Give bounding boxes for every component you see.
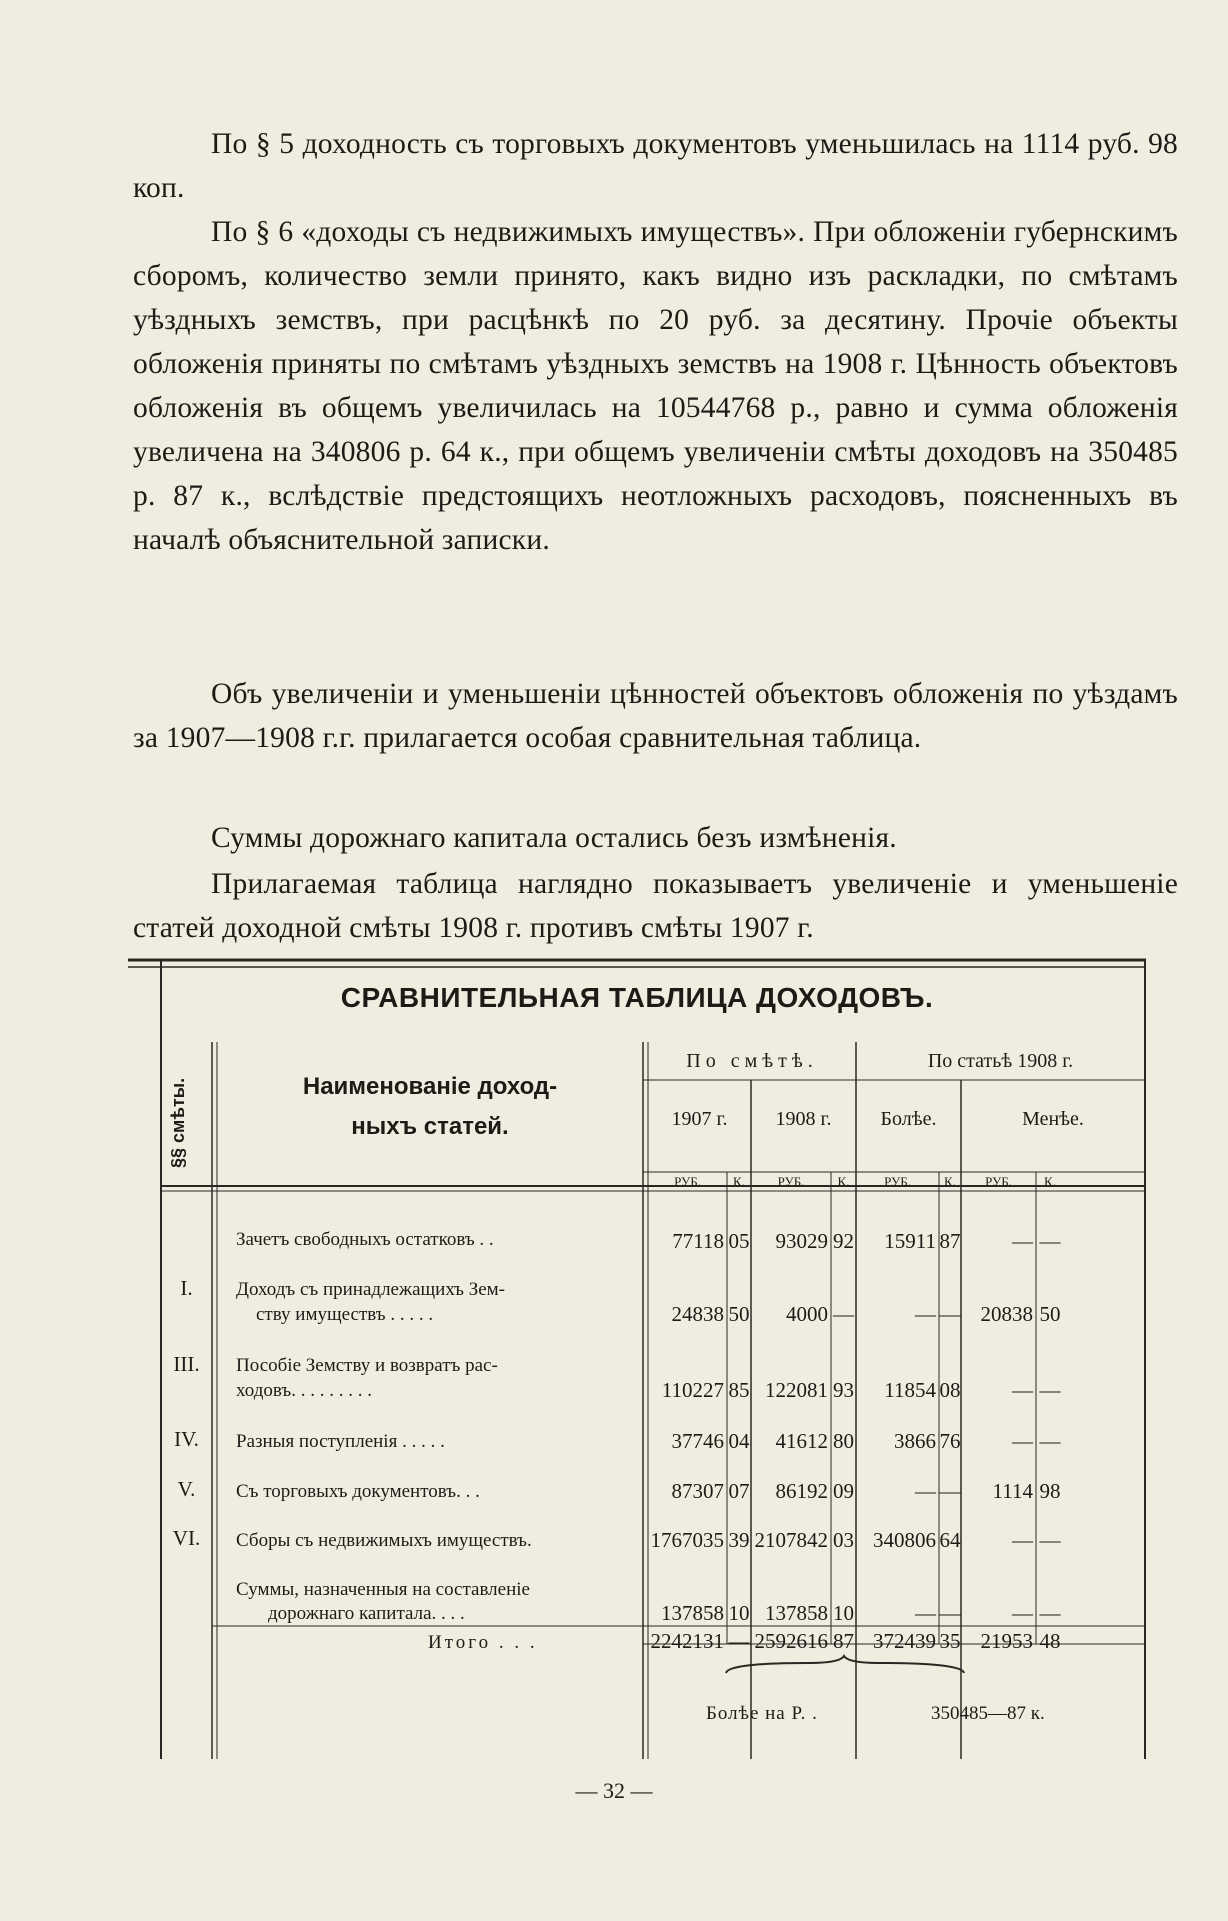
- cell-rub-bolee: 340806: [873, 1528, 936, 1552]
- cell-rub-1908: 93029: [775, 1229, 828, 1253]
- more-label: Болѣе на Р. .: [706, 1703, 818, 1724]
- subheader-1908: 1908 г.: [775, 1108, 832, 1130]
- sections-column-header: §§ смѣты.: [168, 1077, 188, 1168]
- cell-rub-1908: 122081: [765, 1378, 828, 1402]
- cell-kop-menee: —: [1039, 1601, 1061, 1625]
- total-kop-menee: 48: [1039, 1629, 1061, 1653]
- total-kop-bolee: 35: [939, 1629, 961, 1653]
- name-column-header-line2: ныхъ статей.: [351, 1113, 509, 1140]
- cell-rub-bolee: 3866: [894, 1429, 936, 1453]
- cell-rub-1907: 110227: [661, 1378, 724, 1402]
- cell-rub-bolee: 15911: [884, 1229, 936, 1253]
- cell-rub-1907: 87307: [671, 1479, 724, 1503]
- subheader-menee: Менѣе.: [1022, 1108, 1084, 1130]
- cell-kop-bolee: —: [939, 1479, 961, 1503]
- cell-rub-1907: 24838: [671, 1302, 724, 1326]
- row-label: дорожнаго капитала. . . .: [268, 1603, 465, 1624]
- unit-kop: К.: [1044, 1174, 1056, 1189]
- cell-kop-bolee: 76: [939, 1429, 961, 1453]
- unit-rub: РУБ.: [777, 1174, 805, 1189]
- paragraph-4: Суммы дорожнаго капитала остались безъ измѣненія.: [211, 822, 897, 854]
- row-section: VI.: [172, 1526, 201, 1550]
- cell-rub-1908: 4000: [786, 1302, 828, 1326]
- cell-kop-bolee: 87: [939, 1229, 961, 1253]
- cell-kop-1908: —: [833, 1302, 854, 1326]
- cell-kop-bolee: 64: [939, 1528, 961, 1552]
- unit-kop: К.: [944, 1174, 956, 1189]
- page-number: — 32 —: [575, 1778, 653, 1803]
- total-kop-1908: 87: [833, 1629, 854, 1653]
- cell-rub-1908: 2107842: [754, 1528, 828, 1552]
- row-section: V.: [177, 1477, 196, 1501]
- cell-kop-1908: 93: [833, 1378, 854, 1402]
- cell-kop-1907: 10: [728, 1601, 750, 1625]
- cell-kop-menee: —: [1039, 1229, 1061, 1253]
- name-column-header-line1: Наименованіе доход-: [302, 1073, 558, 1100]
- cell-rub-menee: 20838: [980, 1302, 1033, 1326]
- cell-kop-menee: —: [1039, 1528, 1061, 1552]
- row-section: IV.: [174, 1427, 199, 1451]
- total-label: Итого . . .: [428, 1632, 538, 1653]
- cell-kop-1907: 50: [728, 1302, 750, 1326]
- cell-rub-1907: 137858: [661, 1601, 724, 1625]
- row-label: Суммы, назначенныя на составленіе: [236, 1579, 530, 1600]
- cell-kop-1907: 85: [728, 1378, 750, 1402]
- row-label: Съ торговыхъ документовъ. . .: [236, 1481, 480, 1502]
- cell-rub-bolee: —: [915, 1302, 936, 1326]
- unit-kop: К.: [837, 1174, 850, 1189]
- cell-rub-1908: 86192: [775, 1479, 828, 1503]
- total-kop-1907: —: [728, 1629, 750, 1653]
- cell-rub-menee: —: [1012, 1429, 1033, 1453]
- total-rub-bolee: 372439: [873, 1629, 936, 1653]
- row-label: ству имуществъ . . . . .: [256, 1304, 434, 1325]
- cell-kop-bolee: 08: [939, 1378, 961, 1402]
- more-value: 350485—87 к.: [931, 1703, 1045, 1724]
- cell-rub-menee: —: [1012, 1229, 1033, 1253]
- paragraph-2: По § 6 «доходы съ недвижимыхъ имуществъ». При обложеніи губернскимъ сборомъ, количество земли принято, какъ видно изъ раскладки, по смѣтамъ уѣздныхъ земствъ, при расцѣнкѣ по 20 руб. за десятину. Прочіе объекты обложенія приняты по смѣтамъ уѣздныхъ земствъ на 1908 г. Цѣнность объектовъ обложенія въ общемъ увеличилась на 10544768 р., равно и сумма обложенія увеличена на 340806 р. 64 к., при общемъ увеличеніи смѣты доходовъ на 350485 р. 87 к., вслѣдствіе предстоящихъ неотложныхъ расходовъ, поясненныхъ въ началѣ объяснительной записки.: [133, 216, 1178, 556]
- cell-rub-1907: 1767035: [650, 1528, 724, 1552]
- cell-rub-menee: —: [1012, 1528, 1033, 1552]
- cell-rub-bolee: —: [915, 1479, 936, 1503]
- subheader-bolee: Болѣе.: [880, 1108, 937, 1130]
- row-label: Доходъ съ принадлежащихъ Зем-: [236, 1279, 505, 1300]
- row-label: Пособіе Земству и возвратъ рас-: [236, 1355, 498, 1376]
- total-rub-1907: 2242131: [650, 1629, 724, 1653]
- row-section: I.: [180, 1276, 193, 1300]
- cell-kop-menee: 98: [1039, 1479, 1061, 1503]
- unit-rub: РУБ.: [674, 1174, 701, 1189]
- cell-kop-bolee: —: [939, 1302, 961, 1326]
- cell-rub-bolee: 11854: [884, 1378, 936, 1402]
- row-section: III.: [173, 1352, 200, 1376]
- cell-rub-bolee: —: [915, 1601, 936, 1625]
- cell-kop-1908: 80: [833, 1429, 854, 1453]
- cell-kop-1908: 09: [833, 1479, 854, 1503]
- cell-kop-bolee: —: [939, 1601, 961, 1625]
- table-title: СРАВНИТЕЛЬНАЯ ТАБЛИЦА ДОХОДОВЪ.: [340, 982, 934, 1013]
- cell-rub-1907: 37746: [671, 1429, 724, 1453]
- cell-kop-1908: 92: [833, 1229, 854, 1253]
- cell-kop-1907: 07: [728, 1479, 750, 1503]
- unit-kop: К.: [733, 1174, 745, 1189]
- row-label: Сборы съ недвижимыхъ имуществъ.: [236, 1530, 532, 1551]
- cell-rub-1908: 41612: [775, 1429, 828, 1453]
- paragraph-5: Прилагаемая таблица наглядно показываетъ увеличеніе и уменьшеніе статей доходной смѣты 1908 г. противъ смѣты 1907 г.: [133, 868, 1178, 944]
- paragraph-3: Объ увеличеніи и уменьшеніи цѣнностей объектовъ обложенія по уѣздамъ за 1907—1908 г.г. прилагается особая сравнительная таблица.: [133, 678, 1178, 754]
- group-header-statia: По статьѣ 1908 г.: [927, 1050, 1074, 1072]
- cell-rub-1908: 137858: [765, 1601, 828, 1625]
- cell-kop-1907: 05: [728, 1229, 750, 1253]
- cell-kop-1908: 03: [833, 1528, 854, 1552]
- cell-rub-menee: —: [1012, 1378, 1033, 1402]
- unit-rub: РУБ.: [985, 1174, 1012, 1189]
- total-rub-menee: 21953: [980, 1629, 1033, 1653]
- cell-kop-menee: 50: [1039, 1302, 1061, 1326]
- subheader-1907: 1907 г.: [671, 1108, 728, 1130]
- comparison-table: [128, 958, 1146, 1759]
- cell-rub-1907: 77118: [672, 1229, 724, 1253]
- cell-kop-menee: —: [1039, 1378, 1061, 1402]
- row-label: Зачетъ свободныхъ остатковъ . .: [236, 1229, 494, 1250]
- cell-kop-1907: 39: [728, 1528, 750, 1552]
- row-label: ходовъ. . . . . . . . .: [236, 1380, 372, 1401]
- paragraph-1: По § 5 доходность съ торговыхъ документовъ уменьшилась на 1114 руб. 98 коп.: [133, 128, 1178, 204]
- row-label: Разныя поступленія . . . . .: [236, 1431, 445, 1452]
- group-header-smeta: По смѣтѣ.: [686, 1050, 818, 1072]
- total-rub-1908: 2592616: [754, 1629, 828, 1653]
- cell-kop-1908: 10: [833, 1601, 854, 1625]
- cell-kop-1907: 04: [728, 1429, 750, 1453]
- cell-kop-menee: —: [1039, 1429, 1061, 1453]
- cell-rub-menee: —: [1012, 1601, 1033, 1625]
- cell-rub-menee: 1114: [992, 1479, 1033, 1503]
- unit-rub: РУБ.: [884, 1174, 911, 1189]
